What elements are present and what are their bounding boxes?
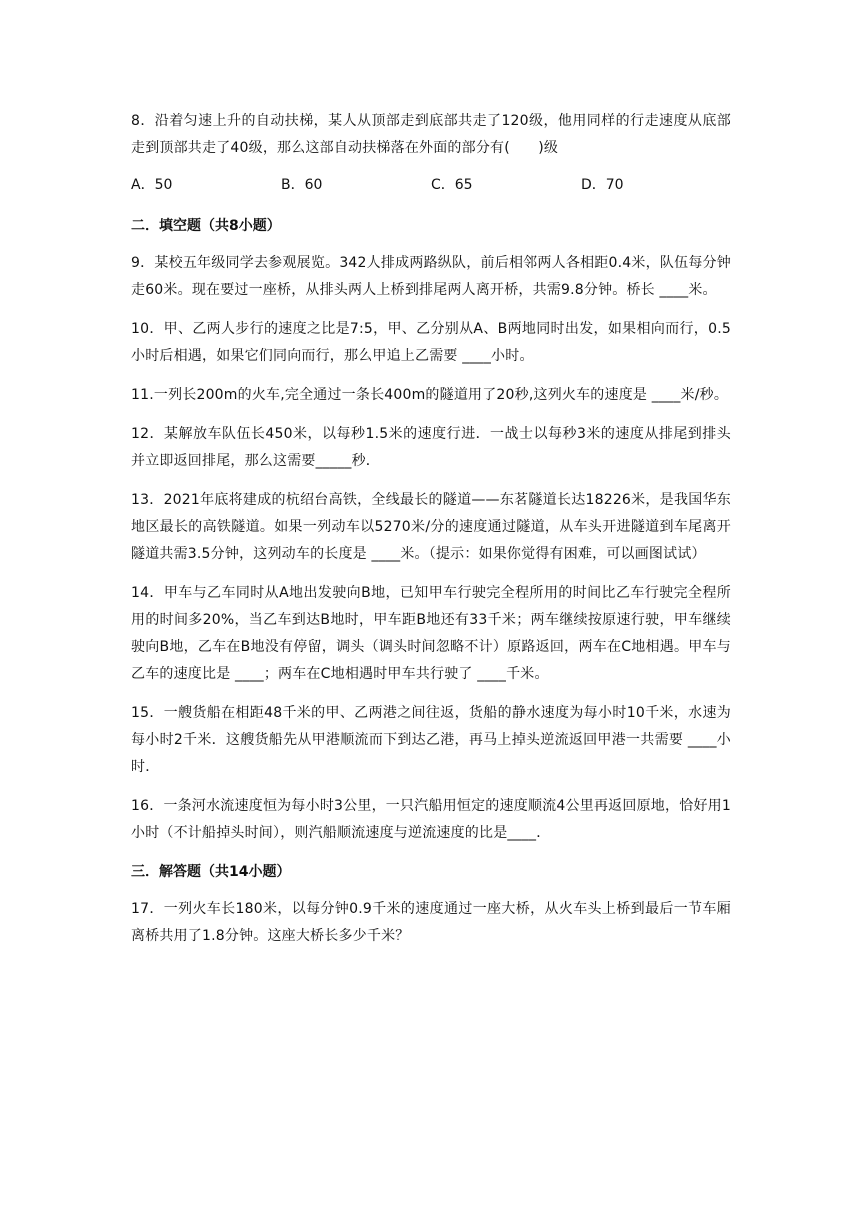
question-12: 12．某解放车队伍长450米，以每秒1.5米的速度行进．一战士以每秒3米的速度从排尾到排头并立即返回排尾，那么这需要_____秒． <box>131 426 731 469</box>
section-heading-solve: 三．解答题（共14小题） <box>131 864 291 880</box>
question-13: 13．2021年底将建成的杭绍台高铁，全线最长的隧道——东茗隧道长达18226米，是我国华东地区最长的高铁隧道。如果一列动车以5270米/分的速度通过隧道，从车头开进隧道到车尾离开隧道共需3.5分钟，这列动车的长度是 ____米。（提示：如果你觉得有困难，可以画图试试） <box>131 492 731 562</box>
document-page <box>131 108 731 962</box>
question-9: 9．某校五年级同学去参观展览。342人排成两路纵队，前后相邻两人各相距0.4米，队伍每分钟走60米。现在要过一座桥，从排头两人上桥到排尾两人离开桥，共需9.8分钟。桥长 ____米。 <box>131 255 731 298</box>
question-14: 14．甲车与乙车同时从A地出发驶向B地，已知甲车行驶完全程所用的时间比乙车行驶完全程所用的时间多20%，当乙车到达B地时，甲车距B地还有33千米；两车继续按原速行驶，甲车继续驶向B地，乙车在B地没有停留，调头（调头时间忽略不计）原路返回，两车在C地相遇。甲车与乙车的速度比是 ____；两车在C地相遇时甲车共行驶了 ____千米。 <box>131 585 731 682</box>
option-b: B．60 <box>281 177 323 193</box>
question-11: 11.一列长200m的火车,完全通过一条长400m的隧道用了20秒,这列火车的速度是 ____米/秒。 <box>131 387 729 403</box>
option-a: A．50 <box>131 177 173 193</box>
question-17: 17．一列火车长180米，以每分钟0.9千米的速度通过一座大桥，从火车头上桥到最后一节车厢离桥共用了1.8分钟。这座大桥长多少千米？ <box>131 901 731 944</box>
question-8-options <box>131 172 731 199</box>
question-16: 16．一条河水流速度恒为每小时3公里，一只汽船用恒定的速度顺流4公里再返回原地，恰好用1小时（不计船掉头时间），则汽船顺流速度与逆流速度的比是____． <box>131 798 731 841</box>
option-d: D．70 <box>581 177 624 193</box>
option-c: C．65 <box>431 177 473 193</box>
section-heading-fill-in: 二．填空题（共8小题） <box>131 218 281 234</box>
question-15: 15．一艘货船在相距48千米的甲、乙两港之间往返，货船的静水速度为每小时10千米，水速为每小时2千米．这艘货船先从甲港顺流而下到达乙港，再马上掉头逆流返回甲港一共需要 ____小时． <box>131 705 731 775</box>
question-10: 10．甲、乙两人步行的速度之比是7:5，甲、乙分别从A、B两地同时出发，如果相向而行，0.5小时后相遇，如果它们同向而行，那么甲追上乙需要 ____小时。 <box>131 321 731 364</box>
question-8: 8．沿着匀速上升的自动扶梯，某人从顶部走到底部共走了120级，他用同样的行走速度从底部走到顶部共走了40级，那么这部自动扶梯落在外面的部分有( )级 <box>131 113 731 156</box>
